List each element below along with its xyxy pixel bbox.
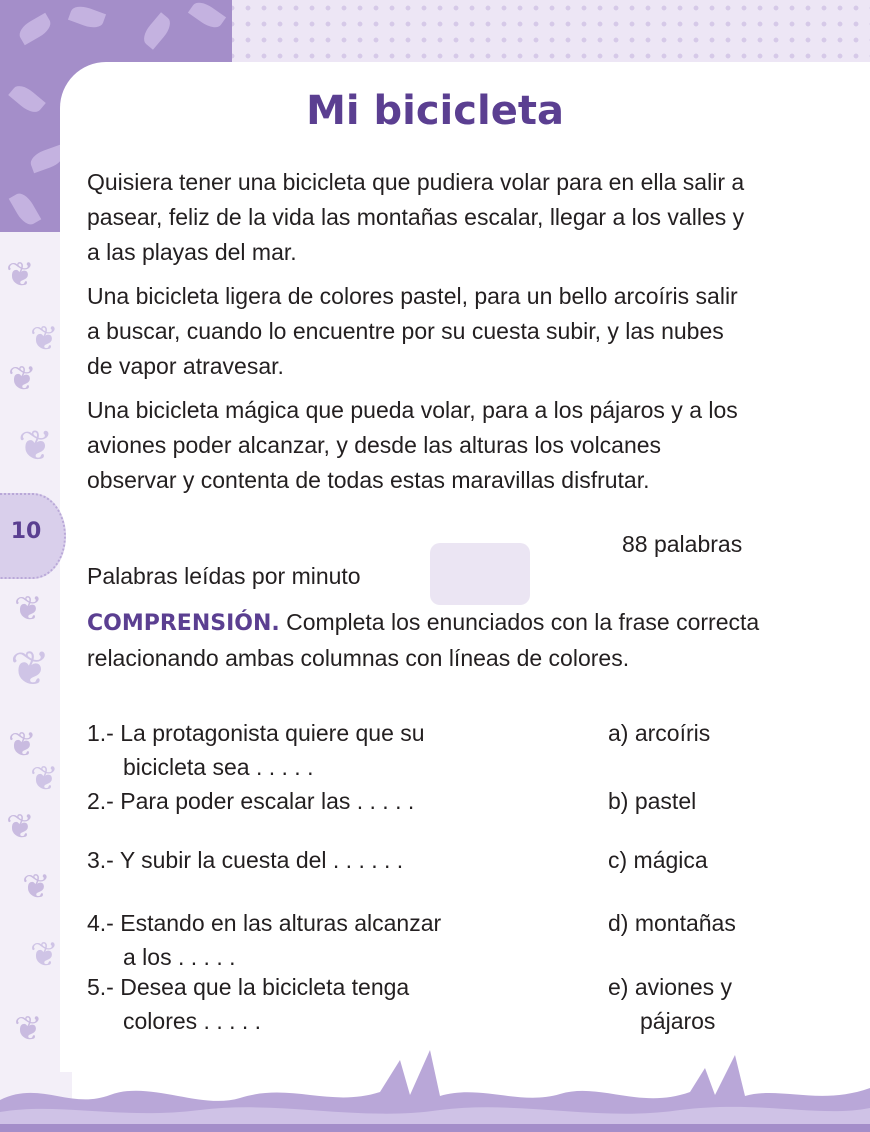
- answer-c: [608, 843, 798, 877]
- page-number: 10: [10, 519, 42, 544]
- words-per-minute-label: Palabras leídas por minuto: [87, 563, 361, 589]
- question-3-line-1: 3.- Y subir la cuesta del . . . . . .: [87, 847, 404, 873]
- question-4-line-2: a los . . . . .: [123, 944, 236, 970]
- butterfly-icon: ❦: [6, 255, 35, 295]
- paragraph-3: Una bicicleta mágica que pueda volar, para a los pájaros y a los aviones poder alcanzar, y desde las alturas los volcanes observar y contenta de todas estas maravillas disfrutar.: [87, 397, 738, 493]
- butterfly-icon: ❦: [8, 359, 37, 399]
- leaf-icon: [16, 13, 54, 46]
- paragraph-2: Una bicicleta ligera de colores pastel, para un bello arcoíris salir a buscar, cuando lo encuentre por su cuesta subir, y las nubes de vapor atravesar.: [87, 283, 738, 379]
- answer-d: [608, 906, 798, 940]
- question-2: [87, 784, 537, 818]
- leaf-icon: [188, 0, 226, 32]
- paragraph-1: Quisiera tener una bicicleta que pudiera volar para en ella salir a pasear, feliz de la vida las montañas escalar, llegar a los valles y a las playas del mar.: [87, 169, 745, 265]
- answer-d-label: d) montañas: [608, 910, 736, 936]
- leaf-icon: [9, 190, 42, 228]
- instructions-text: Completa los enunciados con la frase correcta relacionando ambas columnas con líneas de colores.: [87, 609, 760, 671]
- butterfly-icon: ❦: [30, 935, 59, 975]
- question-5-line-2: colores . . . . .: [123, 1008, 262, 1034]
- answer-e: [608, 970, 798, 1038]
- butterfly-icon: ❦: [14, 589, 43, 629]
- answer-a: [608, 716, 798, 750]
- question-5-line-1: 5.- Desea que la bicicleta tenga: [87, 974, 410, 1000]
- leaf-icon: [139, 12, 175, 50]
- page-title: Mi bicicleta: [306, 88, 564, 134]
- question-4: [87, 906, 537, 974]
- question-4-line-1: 4.- Estando en las alturas alcanzar: [87, 910, 442, 936]
- butterfly-icon: ❦: [10, 641, 51, 697]
- answer-a-label: a) arcoíris: [608, 720, 711, 746]
- butterfly-icon: ❦: [14, 1009, 43, 1049]
- question-1-line-2: bicicleta sea . . . . .: [123, 754, 314, 780]
- answer-e-line-1: e) aviones y: [608, 974, 733, 1000]
- butterfly-icon: ❦: [30, 759, 59, 799]
- question-1-line-1: 1.- La protagonista quiere que su: [87, 720, 425, 746]
- question-2-line-1: 2.- Para poder escalar las . . . . .: [87, 788, 415, 814]
- instructions: [87, 605, 767, 675]
- answer-b: [608, 784, 798, 818]
- grass-illustration: [0, 1040, 870, 1132]
- question-3: [87, 843, 537, 877]
- butterfly-icon: ❦: [6, 807, 35, 847]
- butterfly-icon: ❦: [8, 725, 37, 765]
- butterfly-icon: ❦: [22, 867, 51, 907]
- word-count: 88 palabras: [622, 531, 743, 557]
- instructions-heading: COMPRENSIÓN.: [87, 611, 280, 636]
- answer-c-label: c) mágica: [608, 847, 708, 873]
- words-per-minute-box[interactable]: [430, 543, 530, 605]
- question-1: [87, 716, 537, 784]
- answer-b-label: b) pastel: [608, 788, 697, 814]
- butterfly-icon: ❦: [18, 421, 54, 470]
- question-5: [87, 970, 537, 1038]
- answer-e-line-2: pájaros: [640, 1008, 716, 1034]
- leaf-icon: [68, 3, 106, 32]
- butterfly-icon: ❦: [30, 319, 59, 359]
